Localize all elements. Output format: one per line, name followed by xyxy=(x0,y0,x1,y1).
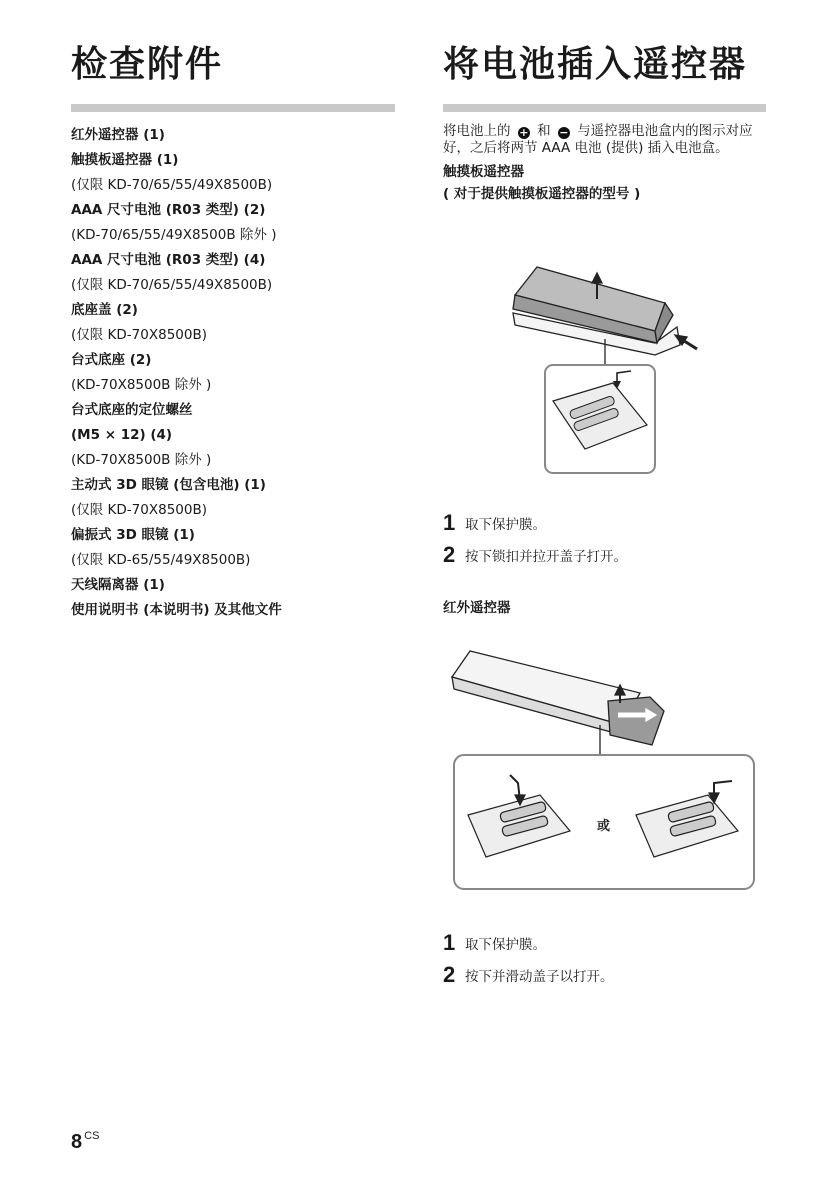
page-number-suffix: CS xyxy=(84,1130,100,1142)
accessory-item: 底座盖 (2) xyxy=(71,302,138,318)
step-text: 按下并滑动盖子以打开。 xyxy=(465,969,614,985)
accessory-item: 红外遥控器 (1) xyxy=(71,127,165,143)
accessory-item: 偏振式 3D 眼镜 (1) xyxy=(71,527,195,543)
intro-text-b: 和 xyxy=(537,123,551,139)
plus-icon: + xyxy=(519,126,529,139)
step-number: 2 xyxy=(443,542,456,567)
ir-remote-title: 红外遥控器 xyxy=(443,600,511,616)
accessory-item: 主动式 3D 眼镜 (包含电池) (1) xyxy=(71,477,266,493)
intro-text-a: 将电池上的 xyxy=(443,123,511,139)
step-text: 取下保护膜。 xyxy=(465,517,546,533)
accessory-item: (M5 × 12) (4) xyxy=(71,427,173,443)
step-number: 1 xyxy=(443,510,456,535)
accessory-item: 天线隔离器 (1) xyxy=(71,577,165,593)
accessory-item: (KD-70X8500B 除外 ) xyxy=(71,452,212,468)
ir-step-2 xyxy=(443,960,614,990)
right-heading-rule xyxy=(443,104,766,112)
accessories-section xyxy=(71,123,401,623)
left-heading: 检查附件 xyxy=(71,44,224,85)
intro-text-c: 与遥控器电池盒内的图示对应好，之后将两节 AAA 电池 (提供) 插入电池盒。 xyxy=(443,123,753,156)
accessory-item: 台式底座的定位螺丝 xyxy=(71,402,193,418)
step-text: 按下锁扣并拉开盖子打开。 xyxy=(465,549,627,565)
or-label: 或 xyxy=(597,819,611,834)
right-heading: 将电池插入遥控器 xyxy=(443,44,748,85)
accessory-item: (仅限 KD-70X8500B) xyxy=(71,327,207,343)
accessory-item: 台式底座 (2) xyxy=(71,352,152,368)
intro-paragraph xyxy=(443,123,768,157)
page-number-value: 8 xyxy=(71,1131,83,1153)
touchpad-remote-illustration xyxy=(505,255,705,477)
accessory-item: 使用说明书 (本说明书) 及其他文件 xyxy=(71,602,282,618)
accessory-item: (仅限 KD-65/55/49X8500B) xyxy=(71,552,251,568)
ir-remote-illustration xyxy=(440,645,760,897)
accessory-item: (KD-70/65/55/49X8500B 除外 ) xyxy=(71,227,277,243)
accessory-item: (仅限 KD-70/65/55/49X8500B) xyxy=(71,277,273,293)
touchpad-detail-inset xyxy=(545,365,655,473)
accessory-item: 触摸板遥控器 (1) xyxy=(71,152,179,168)
accessories-list xyxy=(71,123,401,623)
minus-icon: − xyxy=(559,126,569,139)
touchpad-step-1 xyxy=(443,508,546,538)
step-number: 2 xyxy=(443,962,456,987)
touchpad-step-2 xyxy=(443,540,627,570)
left-heading-rule xyxy=(71,104,395,112)
accessory-item: (仅限 KD-70X8500B) xyxy=(71,502,207,518)
step-number: 1 xyxy=(443,930,456,955)
touchpad-note: ( 对于提供触摸板遥控器的型号 ) xyxy=(443,186,641,202)
accessory-item: (仅限 KD-70/65/55/49X8500B) xyxy=(71,177,273,193)
battery-section xyxy=(443,123,768,205)
ir-step-1 xyxy=(443,928,546,958)
accessory-item: AAA 尺寸电池 (R03 类型) (2) xyxy=(71,202,266,218)
touchpad-title: 触摸板遥控器 xyxy=(443,164,524,180)
accessory-item: AAA 尺寸电池 (R03 类型) (4) xyxy=(71,252,266,268)
accessory-item: (KD-70X8500B 除外 ) xyxy=(71,377,212,393)
page-number xyxy=(71,1130,99,1154)
step-text: 取下保护膜。 xyxy=(465,937,546,953)
